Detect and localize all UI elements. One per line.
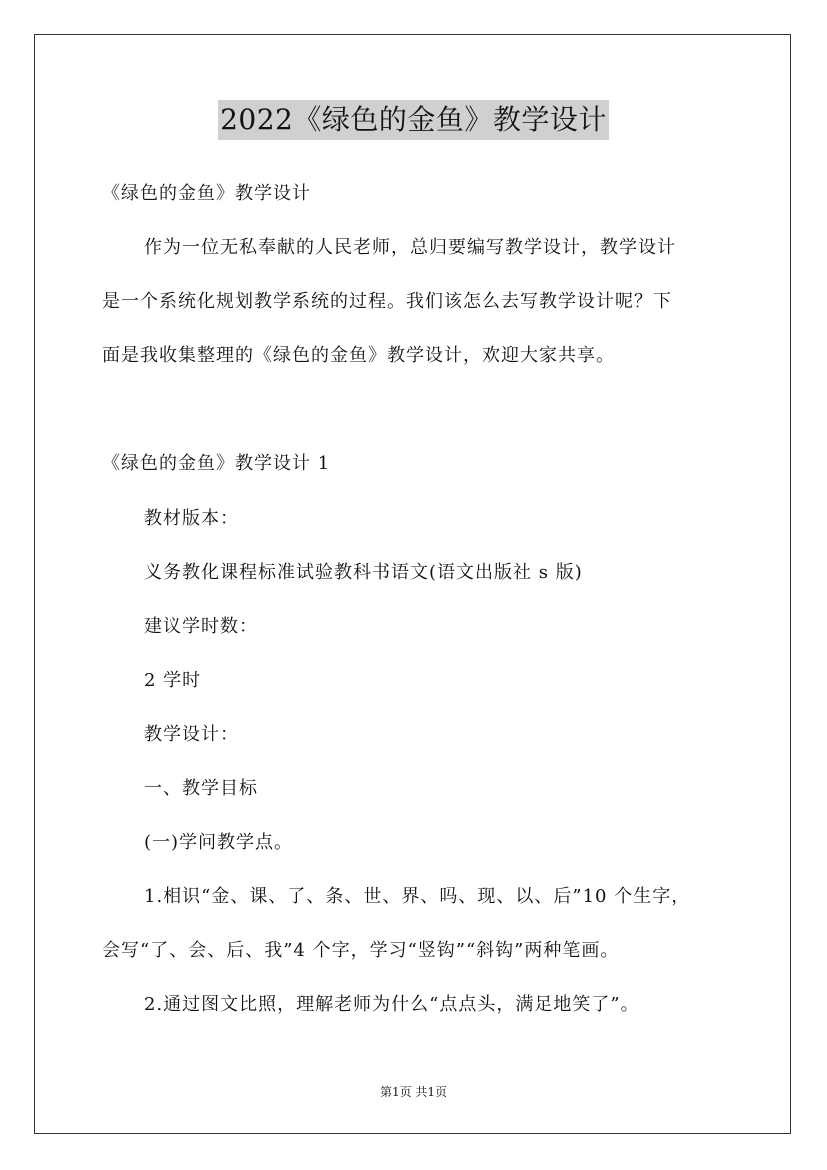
intro-line-1: 作为一位无私奉献的人民老师，总归要编写教学设计，教学设计 xyxy=(144,237,676,258)
page-footer: 第1页 共1页 xyxy=(379,1085,448,1099)
paragraph-line: 会写“了、会、后、我”4 个字，学习“竖钩”“斜钩”两种笔画。 xyxy=(102,940,620,961)
intro-line-3: 面是我收集整理的《绿色的金鱼》教学设计，欢迎大家共享。 xyxy=(102,345,615,366)
paragraph-line: 1.相识“金、课、了、条、世、界、吗、现、以、后”10 个生字， xyxy=(144,886,691,907)
document-title: 2022《绿色的金鱼》教学设计 xyxy=(218,100,609,140)
title-container xyxy=(0,100,827,140)
paragraph-line: 义务教化课程标准试验教科书语文(语文出版社 s 版) xyxy=(144,562,583,583)
section-title: 《绿色的金鱼》教学设计 1 xyxy=(102,453,331,474)
paragraph-line: 一、教学目标 xyxy=(144,778,258,799)
intro-line-2: 是一个系统化规划教学系统的过程。我们该怎么去写教学设计呢？下 xyxy=(102,291,672,312)
paragraph-line: 2.通过图文比照，理解老师为什么“点点头，满足地笑了”。 xyxy=(144,994,640,1015)
document-subtitle: 《绿色的金鱼》教学设计 xyxy=(102,183,311,204)
paragraph-line: 教材版本： xyxy=(144,508,239,529)
paragraph-line: 2 学时 xyxy=(144,670,202,691)
paragraph-line: (一)学问教学点。 xyxy=(144,832,294,853)
paragraph-line: 教学设计： xyxy=(144,724,239,745)
paragraph-line: 建议学时数： xyxy=(144,616,258,637)
